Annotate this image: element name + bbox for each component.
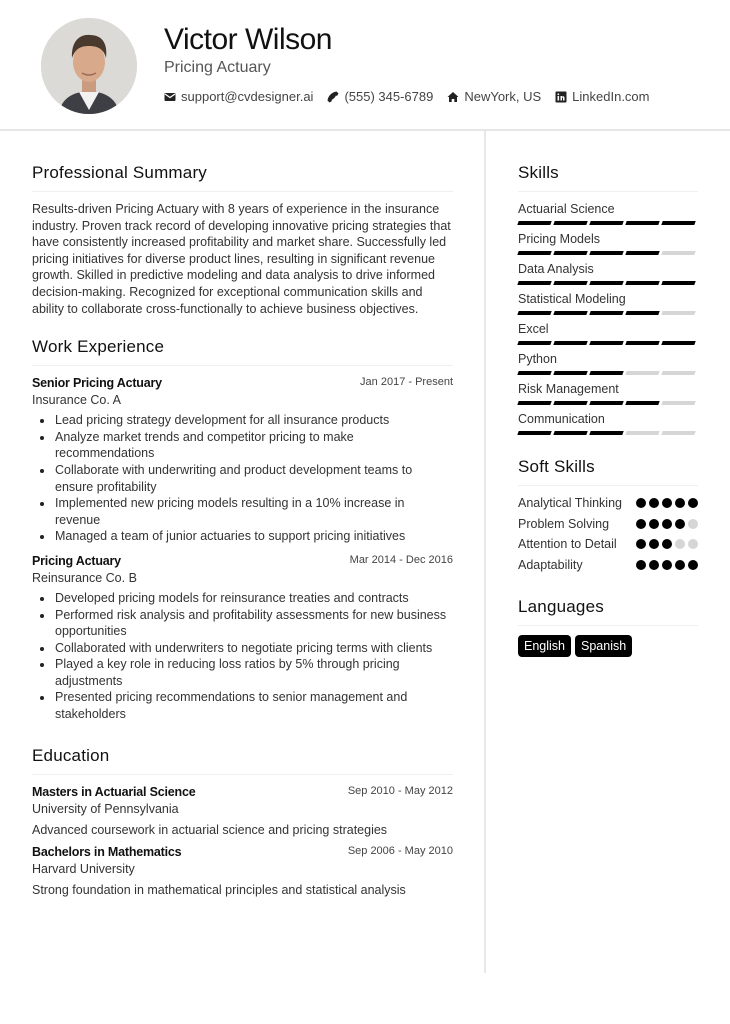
bullet-item: Lead pricing strategy development for all insurance products <box>32 412 453 429</box>
contact-list <box>164 89 664 105</box>
job-company: Reinsurance Co. B <box>32 570 137 585</box>
skill-level-segment <box>625 341 659 345</box>
rating-dot-icon <box>662 498 672 508</box>
skill-name: Statistical Modeling <box>518 292 626 306</box>
soft-skill-rating <box>636 519 698 529</box>
school-name: University of Pennsylvania <box>32 801 179 816</box>
section-heading: Soft Skills <box>518 456 698 486</box>
soft-skill-name: Analytical Thinking <box>518 496 622 510</box>
linkedin-icon <box>555 91 567 103</box>
skill-level-bar <box>518 401 698 405</box>
candidate-name: Victor Wilson <box>164 23 332 56</box>
bullet-item: Developed pricing models for reinsurance treaties and contracts <box>32 590 453 607</box>
education-date: Sep 2010 - May 2012 <box>347 784 453 797</box>
skill-name: Actuarial Science <box>518 202 615 216</box>
skill-level-segment <box>661 251 695 255</box>
skill-level-segment <box>625 431 659 435</box>
skill-item <box>518 381 698 405</box>
skill-item <box>518 201 698 225</box>
skill-item <box>518 231 698 255</box>
skill-level-bar <box>518 341 698 345</box>
section-heading: Work Experience <box>32 336 453 366</box>
degree-name: Masters in Actuarial Science <box>32 784 196 799</box>
soft-skill-name: Problem Solving <box>518 516 610 531</box>
contact-location <box>447 89 541 105</box>
skill-level-segment <box>625 371 659 375</box>
language-badge: Spanish <box>575 635 632 657</box>
experience-section <box>32 336 453 723</box>
skill-level-segment <box>661 371 695 375</box>
rating-dot-icon <box>636 498 646 508</box>
skill-level-segment <box>517 401 551 405</box>
languages-section <box>518 596 698 657</box>
skill-level-segment <box>661 431 695 435</box>
skill-level-segment <box>553 431 587 435</box>
skill-level-bar <box>518 311 698 315</box>
education-entry <box>32 844 453 899</box>
soft-skill-rating <box>636 539 698 549</box>
skill-level-segment <box>517 341 551 345</box>
skill-name: Communication <box>518 412 605 426</box>
soft-skill-rating <box>636 498 698 508</box>
skill-level-segment <box>625 251 659 255</box>
school-name: Harvard University <box>32 862 135 877</box>
skill-level-segment <box>553 371 587 375</box>
skill-name: Excel <box>518 322 549 336</box>
soft-skill-name: Adaptability <box>518 557 583 572</box>
skill-level-segment <box>553 251 587 255</box>
rating-dot-icon <box>675 560 685 570</box>
column-divider <box>484 131 486 973</box>
rating-dot-icon <box>649 560 659 570</box>
skill-level-segment <box>661 281 695 285</box>
job-date: Jan 2017 - Present <box>360 376 453 389</box>
skill-name: Pricing Models <box>518 232 600 246</box>
skills-list <box>518 201 698 435</box>
linkedin-text: LinkedIn.com <box>572 89 650 104</box>
job-bullets <box>32 590 453 723</box>
skill-level-segment <box>553 311 587 315</box>
skill-level-segment <box>589 431 623 435</box>
skill-level-segment <box>517 251 551 255</box>
skill-name: Risk Management <box>518 382 619 396</box>
rating-dot-icon <box>662 539 672 549</box>
skill-level-bar <box>518 431 698 435</box>
skill-level-bar <box>518 221 698 225</box>
education-section <box>32 745 453 899</box>
soft-skill-name: Attention to Detail <box>518 537 617 552</box>
skill-level-bar <box>518 251 698 255</box>
contact-linkedin[interactable] <box>555 89 649 105</box>
skill-level-segment <box>517 431 551 435</box>
education-entry <box>32 784 453 839</box>
summary-text: Results-driven Pricing Actuary with 8 years of experience in the insurance industry. Proven track record of developing innovative pricing strategies that have consistently increased profitability and market share. Successfully led pricing initiatives for diverse product lines, resulting in significant revenue growth. Skilled in predictive modeling and data analysis to drive informed decision-making. Recognized for exceptional communication skills and ability to collaborate cross-functionally to achieve business objectives. <box>32 202 451 316</box>
skill-level-segment <box>517 311 551 315</box>
skill-level-segment <box>589 221 623 225</box>
rating-dot-icon <box>675 498 685 508</box>
skill-level-bar <box>518 281 698 285</box>
soft-skills-list <box>518 495 698 573</box>
skill-level-segment <box>589 371 623 375</box>
education-description: Advanced coursework in actuarial science and pricing strategies <box>32 822 388 837</box>
soft-skill-rating <box>636 560 698 570</box>
language-badge: English <box>518 635 571 657</box>
job-role: Pricing Actuary <box>32 553 121 568</box>
skill-item <box>518 261 698 285</box>
job-company: Insurance Co. A <box>32 393 121 408</box>
skill-level-segment <box>517 281 551 285</box>
bullet-item: Analyze market trends and competitor pricing to make recommendations <box>32 429 453 462</box>
rating-dot-icon <box>675 539 685 549</box>
main-column <box>32 131 453 899</box>
sidebar-column <box>518 131 698 657</box>
person-portrait-icon <box>41 18 137 114</box>
rating-dot-icon <box>662 519 672 529</box>
skill-level-segment <box>589 341 623 345</box>
email-text: support@cvdesigner.ai <box>181 89 314 104</box>
bullet-item: Collaborate with underwriting and product development teams to ensure profitability <box>32 462 453 495</box>
rating-dot-icon <box>649 519 659 529</box>
skill-level-segment <box>661 221 695 225</box>
skill-name: Data Analysis <box>518 262 594 276</box>
skill-level-segment <box>661 401 695 405</box>
section-heading: Languages <box>518 596 698 626</box>
skill-level-segment <box>553 221 587 225</box>
contact-phone[interactable] <box>327 89 433 105</box>
rating-dot-icon <box>688 498 698 508</box>
education-date: Sep 2006 - May 2010 <box>347 845 453 858</box>
skill-level-bar <box>518 371 698 375</box>
soft-skill-item <box>518 536 698 553</box>
section-heading: Education <box>32 745 453 775</box>
bullet-item: Presented pricing recommendations to senior management and stakeholders <box>32 689 453 722</box>
skill-level-segment <box>661 311 695 315</box>
job-role: Senior Pricing Actuary <box>32 376 162 391</box>
skill-level-segment <box>625 311 659 315</box>
skill-name: Python <box>518 352 557 366</box>
rating-dot-icon <box>649 498 659 508</box>
education-description: Strong foundation in mathematical principles and statistical analysis <box>32 883 406 898</box>
section-heading: Professional Summary <box>32 162 453 192</box>
bullet-item: Implemented new pricing models resulting in a 10% increase in revenue <box>32 495 453 528</box>
skill-item <box>518 321 698 345</box>
location-text: NewYork, US <box>464 89 542 104</box>
soft-skill-item <box>518 557 698 574</box>
job-entry <box>32 553 453 723</box>
bullet-item: Collaborated with underwriters to negotiate pricing terms with clients <box>32 640 453 657</box>
skill-level-segment <box>553 341 587 345</box>
skill-item <box>518 411 698 435</box>
profile-photo <box>41 18 137 114</box>
soft-skill-item <box>518 495 698 512</box>
home-icon <box>447 91 459 103</box>
rating-dot-icon <box>636 539 646 549</box>
bullet-item: Performed risk analysis and profitability assessments for new business opportunities <box>32 607 453 640</box>
skill-level-segment <box>553 281 587 285</box>
rating-dot-icon <box>636 560 646 570</box>
degree-name: Bachelors in Mathematics <box>32 845 182 860</box>
soft-skill-item <box>518 516 698 533</box>
rating-dot-icon <box>662 560 672 570</box>
rating-dot-icon <box>636 519 646 529</box>
skills-section <box>518 162 698 435</box>
languages-list <box>518 635 698 657</box>
bullet-item: Played a key role in reducing loss ratios by 5% through pricing adjustments <box>32 656 453 689</box>
skill-level-segment <box>553 401 587 405</box>
skill-level-segment <box>625 221 659 225</box>
job-bullets <box>32 412 453 545</box>
skill-level-segment <box>517 221 551 225</box>
skill-level-segment <box>589 251 623 255</box>
skill-item <box>518 351 698 375</box>
skill-level-segment <box>625 281 659 285</box>
rating-dot-icon <box>675 519 685 529</box>
job-date: Mar 2014 - Dec 2016 <box>349 553 453 566</box>
skill-level-segment <box>517 371 551 375</box>
contact-email[interactable] <box>164 89 313 105</box>
phone-icon <box>327 91 339 103</box>
job-entry <box>32 375 453 545</box>
resume-header <box>0 0 730 131</box>
rating-dot-icon <box>688 560 698 570</box>
candidate-title: Pricing Actuary <box>164 59 271 76</box>
skill-level-segment <box>589 311 623 315</box>
skill-item <box>518 291 698 315</box>
rating-dot-icon <box>688 519 698 529</box>
skill-level-segment <box>589 401 623 405</box>
skill-level-segment <box>625 401 659 405</box>
phone-text: (555) 345-6789 <box>344 89 434 104</box>
soft-skills-section <box>518 456 698 573</box>
skill-level-segment <box>589 281 623 285</box>
bullet-item: Managed a team of junior actuaries to support pricing initiatives <box>32 528 453 545</box>
envelope-icon <box>164 91 176 103</box>
rating-dot-icon <box>688 539 698 549</box>
skill-level-segment <box>661 341 695 345</box>
summary-section <box>32 162 453 317</box>
section-heading: Skills <box>518 162 698 192</box>
rating-dot-icon <box>649 539 659 549</box>
